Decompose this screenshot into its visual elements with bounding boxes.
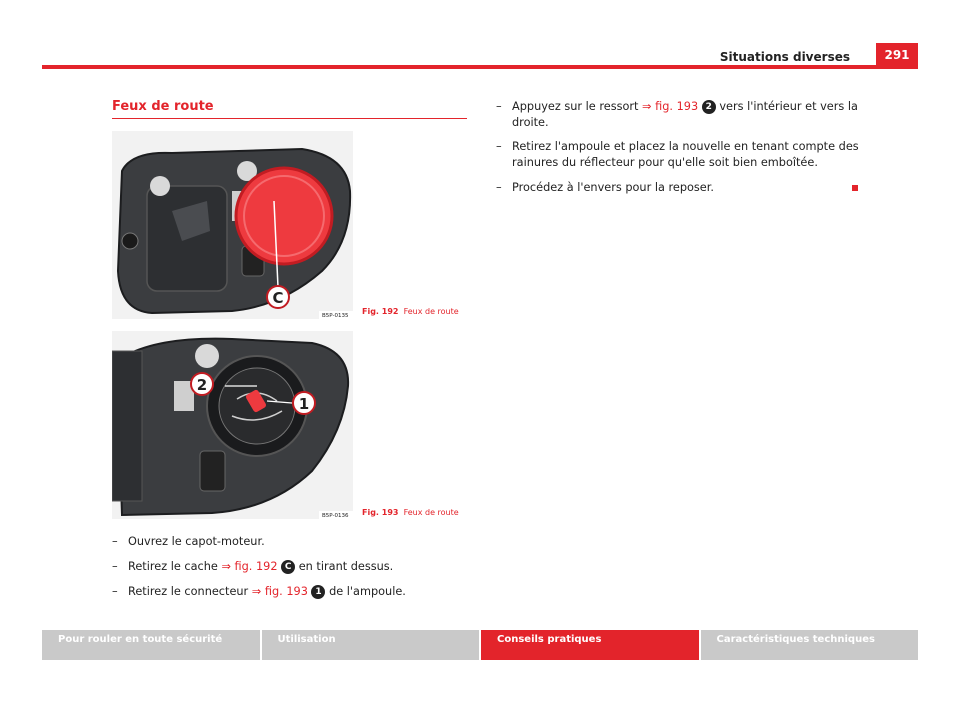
page-number: 291 [876, 43, 918, 65]
figure-caption-text: Feux de route [403, 508, 459, 517]
figure-193-bulb-connector [112, 331, 353, 519]
callout-badge: 2 [702, 100, 716, 114]
section-rule [112, 118, 467, 119]
figure-link[interactable]: ⇒ fig. 193 [251, 585, 308, 598]
footer-nav [42, 630, 918, 660]
callout-1: 1 [298, 395, 310, 413]
list-item: – Retirez le connecteur ⇒ fig. 193 1 de l'ampoule. [112, 585, 406, 598]
list-item: – Retirez le cache ⇒ fig. 192 C en tirant dessus. [112, 560, 394, 573]
callout-badge: C [281, 560, 295, 574]
tab-practical-tips[interactable]: Conseils pratiques [481, 630, 699, 660]
figure-code: B5P-0136 [322, 513, 349, 519]
figure-link[interactable]: ⇒ fig. 193 [642, 100, 699, 113]
callout-2: 2 [196, 376, 208, 394]
figure-caption-text: Feux de route [403, 307, 459, 316]
callout-c: C [272, 289, 284, 307]
figure-label: Fig. 192 [362, 307, 399, 316]
tab-safety[interactable]: Pour rouler en toute sécurité [42, 630, 260, 660]
list-item: – Procédez à l'envers pour la reposer. [496, 181, 714, 194]
figure-code: B5P-0135 [322, 313, 349, 319]
tab-technical-specs[interactable]: Caractéristiques techniques [701, 630, 919, 660]
figure-label: Fig. 193 [362, 508, 399, 517]
list-item: – Appuyez sur le ressort ⇒ fig. 193 2 vers l'intérieur et vers la droite. [496, 100, 858, 129]
tab-operation[interactable]: Utilisation [262, 630, 480, 660]
figure-192-caption [362, 307, 459, 316]
header-rule [42, 65, 918, 69]
figure-link[interactable]: ⇒ fig. 192 [221, 560, 278, 573]
callout-badge: 1 [311, 585, 325, 599]
list-item: – Ouvrez le capot-moteur. [112, 535, 265, 548]
figure-192-headlight-cover [112, 131, 353, 319]
section-title: Feux de route [112, 99, 214, 114]
end-of-section-marker [852, 185, 858, 191]
figure-193-caption [362, 508, 459, 517]
list-item: – Retirez l'ampoule et placez la nouvelle en tenant compte des rainures du réflecteur pour qu'elle soit bien emboîtée. [496, 140, 859, 169]
chapter-title: Situations diverses [719, 50, 850, 64]
